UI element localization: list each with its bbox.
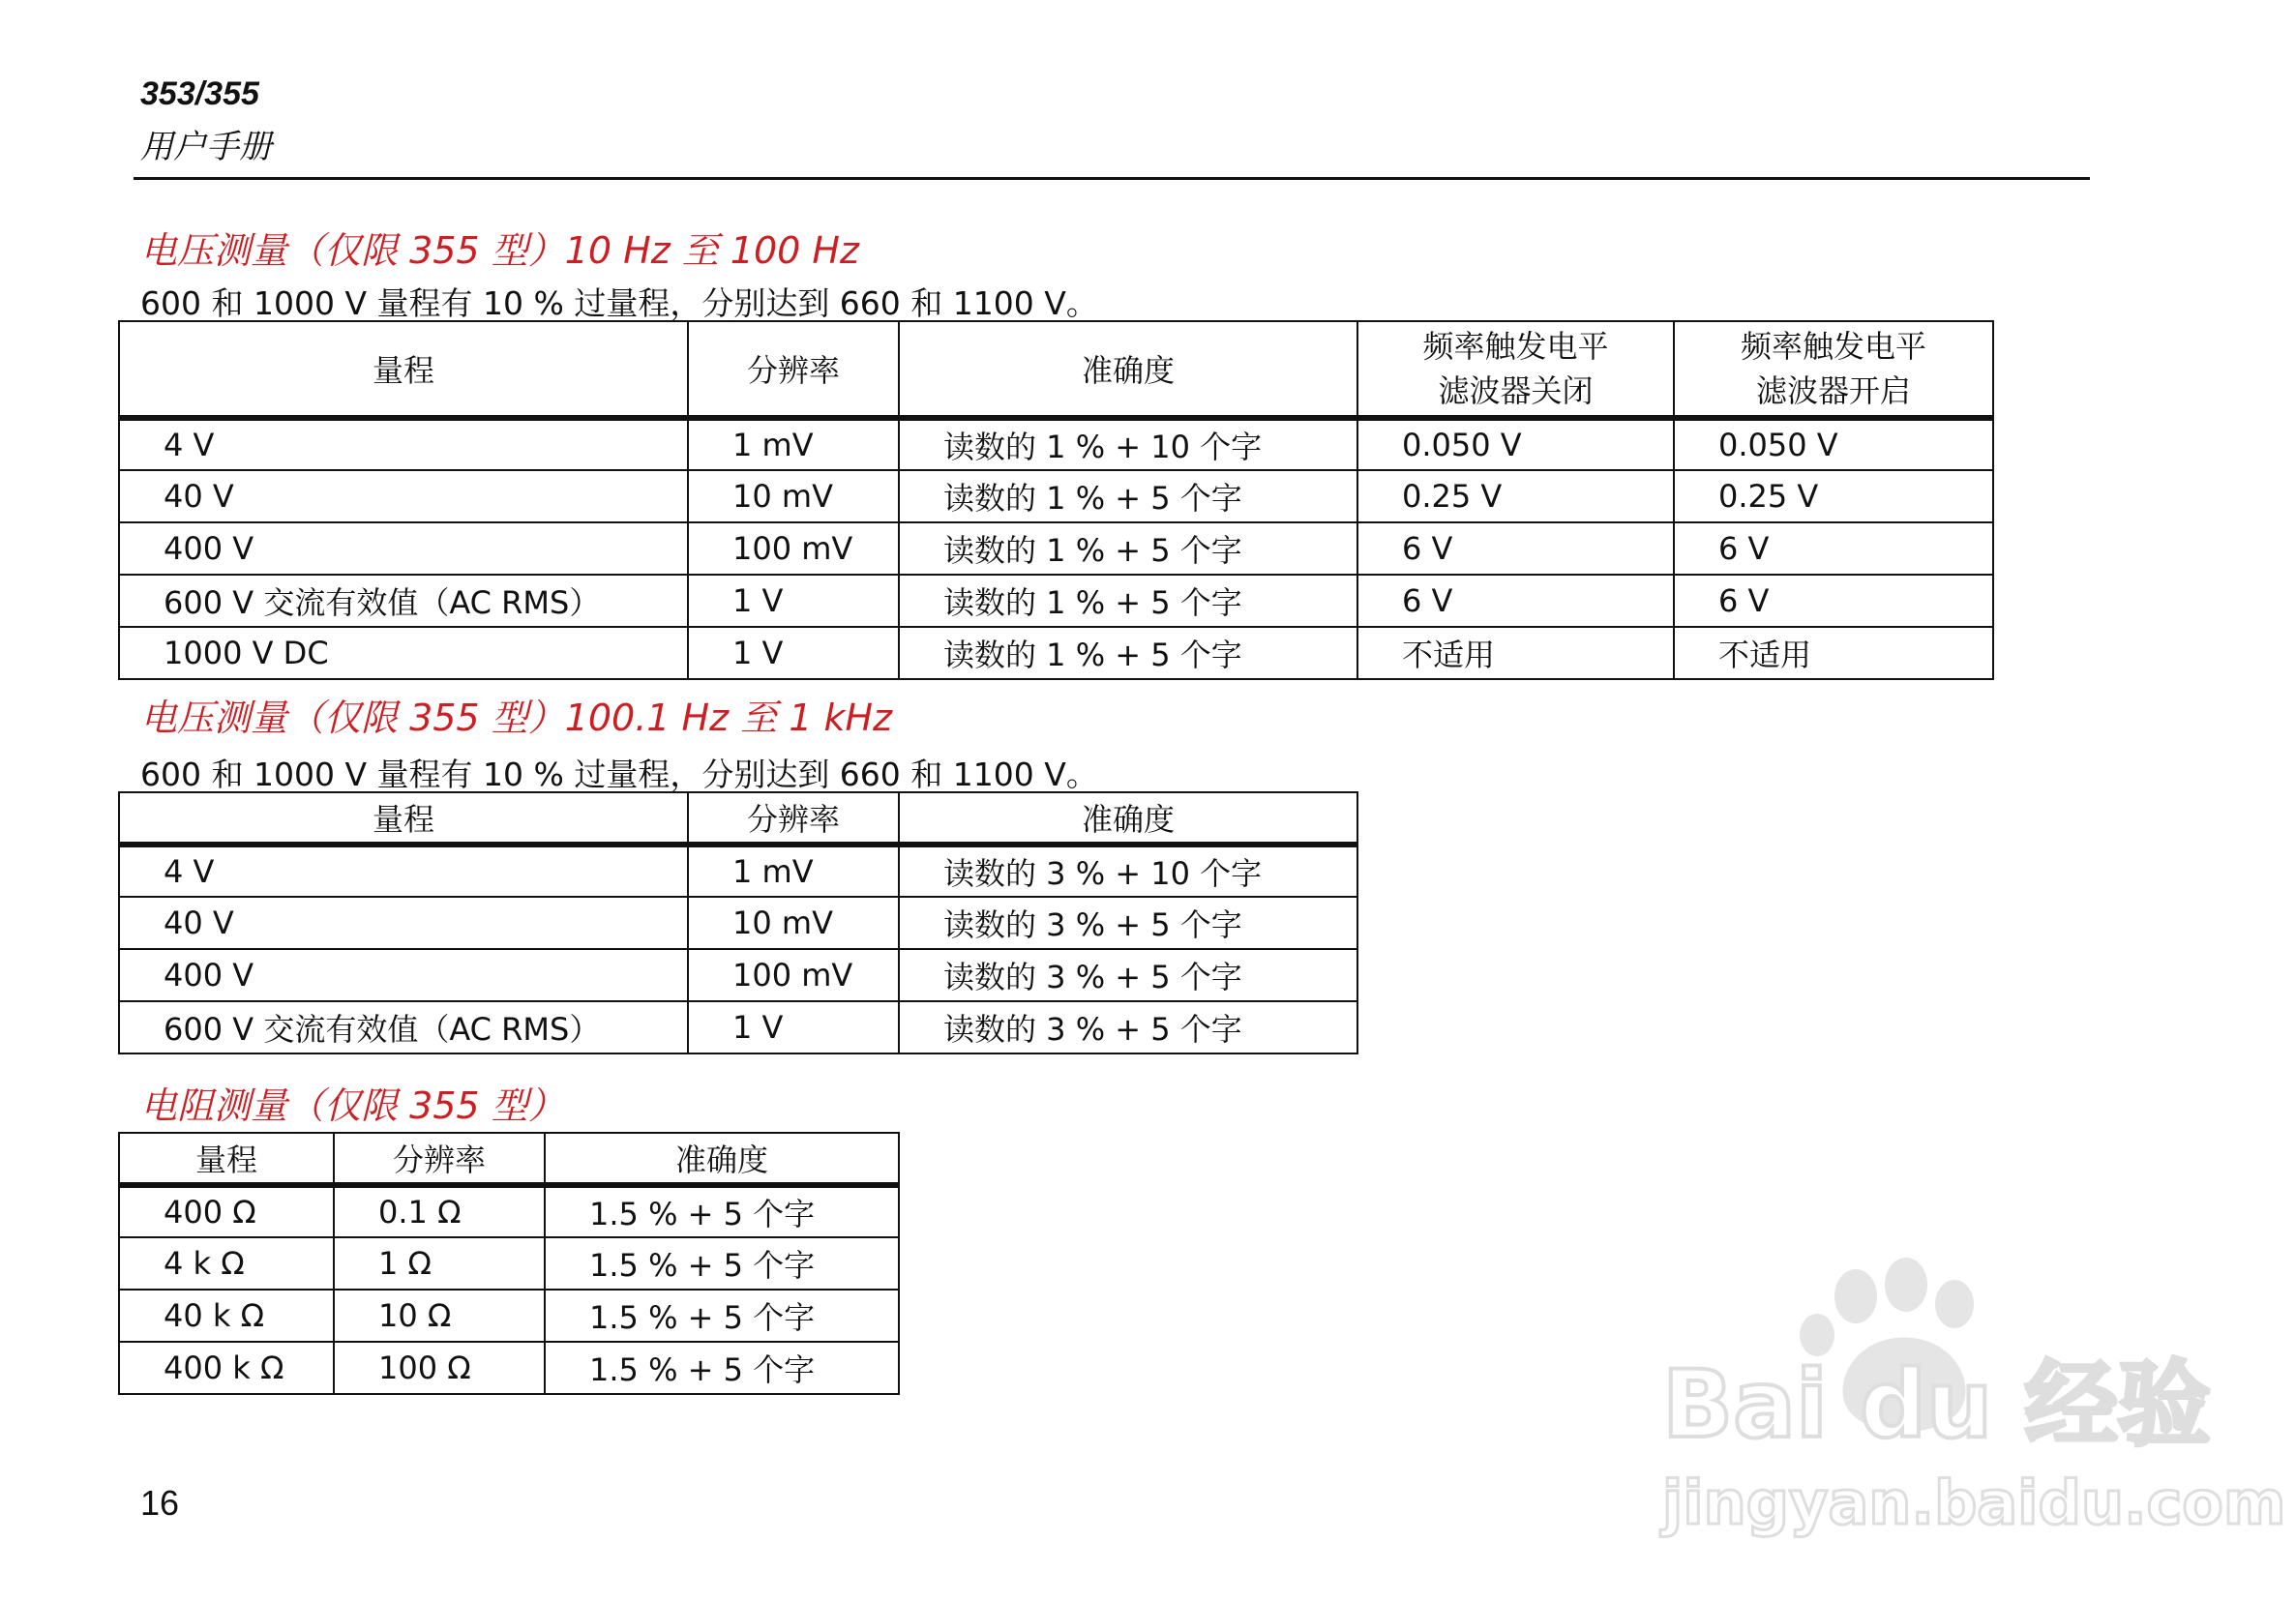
table-cell: 读数的 1 % + 5 个字 bbox=[899, 522, 1357, 575]
watermark-url-text: jingyan.baidu.com bbox=[1662, 1468, 2286, 1538]
watermark-brand-text: Bai du 经验 bbox=[1662, 1350, 2211, 1459]
table-cell: 1 V bbox=[688, 1001, 899, 1053]
table-cell: 10 mV bbox=[688, 897, 899, 949]
col-header-trigger-filter-off bbox=[1357, 321, 1674, 418]
table-row bbox=[119, 845, 1357, 897]
col-header-trigger-filter-on bbox=[1674, 321, 1993, 418]
col-header-line: 频率触发电平 bbox=[1422, 328, 1609, 365]
table-cell: 读数的 3 % + 5 个字 bbox=[899, 897, 1357, 949]
col-header-accuracy: 准确度 bbox=[545, 1133, 899, 1185]
col-header-accuracy: 准确度 bbox=[899, 792, 1357, 845]
col-header-line: 滤波器开启 bbox=[1755, 372, 1911, 409]
table-cell: 600 V 交流有效值（AC RMS） bbox=[119, 575, 688, 627]
table-cell: 0.050 V bbox=[1357, 418, 1674, 470]
table-row bbox=[119, 897, 1357, 949]
table-cell: 1 Ω bbox=[334, 1237, 545, 1290]
table-row bbox=[119, 1185, 899, 1237]
table-cell: 0.25 V bbox=[1357, 470, 1674, 522]
page-number: 16 bbox=[140, 1483, 180, 1523]
section-title-voltage-10-100hz: 电压测量（仅限 355 型）10 Hz 至 100 Hz bbox=[140, 229, 859, 272]
table-cell: 读数的 1 % + 5 个字 bbox=[899, 627, 1357, 679]
col-header-range: 量程 bbox=[119, 792, 688, 845]
table-cell: 10 Ω bbox=[334, 1290, 545, 1342]
table-row bbox=[119, 1001, 1357, 1053]
manual-model: 353/355 bbox=[140, 75, 259, 112]
table-cell: 4 k Ω bbox=[119, 1237, 334, 1290]
table-cell: 6 V bbox=[1674, 575, 1993, 627]
table-cell: 4 V bbox=[119, 418, 688, 470]
table-cell: 400 V bbox=[119, 949, 688, 1001]
table-cell: 读数的 3 % + 10 个字 bbox=[899, 845, 1357, 897]
table-cell: 100 mV bbox=[688, 522, 899, 575]
table-cell: 4 V bbox=[119, 845, 688, 897]
col-header-line: 滤波器关闭 bbox=[1438, 372, 1594, 409]
table-cell: 6 V bbox=[1674, 522, 1993, 575]
table-cell: 0.050 V bbox=[1674, 418, 1993, 470]
voltage-10-100hz-table bbox=[118, 320, 1994, 680]
col-header-accuracy: 准确度 bbox=[899, 321, 1357, 418]
table-cell: 1 mV bbox=[688, 845, 899, 897]
col-header-range: 量程 bbox=[119, 321, 688, 418]
table-row bbox=[119, 418, 1993, 470]
table-cell: 不适用 bbox=[1674, 627, 1993, 679]
table-cell: 读数的 1 % + 5 个字 bbox=[899, 470, 1357, 522]
table-cell: 读数的 1 % + 10 个字 bbox=[899, 418, 1357, 470]
table-cell: 1 V bbox=[688, 575, 899, 627]
col-header-range: 量程 bbox=[119, 1133, 334, 1185]
table-row bbox=[119, 575, 1993, 627]
table-cell: 1.5 % + 5 个字 bbox=[545, 1237, 899, 1290]
table-cell: 400 Ω bbox=[119, 1185, 334, 1237]
section-note-voltage-10-100hz: 600 和 1000 V 量程有 10 % 过量程，分别达到 660 和 1100 V。 bbox=[140, 284, 1098, 322]
table-cell: 10 mV bbox=[688, 470, 899, 522]
table-cell: 1.5 % + 5 个字 bbox=[545, 1290, 899, 1342]
table-cell: 1 mV bbox=[688, 418, 899, 470]
baidu-jingyan-watermark bbox=[1653, 1258, 2286, 1538]
col-header-line: 频率触发电平 bbox=[1740, 328, 1926, 365]
table-cell: 600 V 交流有效值（AC RMS） bbox=[119, 1001, 688, 1053]
table-cell: 400 k Ω bbox=[119, 1342, 334, 1394]
header-rule bbox=[134, 177, 2090, 180]
table-cell: 6 V bbox=[1357, 575, 1674, 627]
table-row bbox=[119, 949, 1357, 1001]
table-row bbox=[119, 522, 1993, 575]
table-cell: 1.5 % + 5 个字 bbox=[545, 1185, 899, 1237]
table-header-row bbox=[119, 321, 1993, 418]
table-cell: 读数的 1 % + 5 个字 bbox=[899, 575, 1357, 627]
table-row bbox=[119, 1342, 899, 1394]
table-header-row bbox=[119, 1133, 899, 1185]
section-title-voltage-100-1khz: 电压测量（仅限 355 型）100.1 Hz 至 1 kHz bbox=[140, 697, 893, 739]
table-cell: 0.25 V bbox=[1674, 470, 1993, 522]
table-cell: 不适用 bbox=[1357, 627, 1674, 679]
table-row bbox=[119, 1290, 899, 1342]
table-header-row bbox=[119, 792, 1357, 845]
table-cell: 400 V bbox=[119, 522, 688, 575]
table-cell: 读数的 3 % + 5 个字 bbox=[899, 1001, 1357, 1053]
table-cell: 1.5 % + 5 个字 bbox=[545, 1342, 899, 1394]
col-header-resolution: 分辨率 bbox=[688, 792, 899, 845]
table-cell: 1 V bbox=[688, 627, 899, 679]
col-header-resolution: 分辨率 bbox=[688, 321, 899, 418]
section-title-resistance: 电阻测量（仅限 355 型） bbox=[140, 1084, 565, 1127]
table-row bbox=[119, 627, 1993, 679]
table-cell: 100 mV bbox=[688, 949, 899, 1001]
table-cell: 100 Ω bbox=[334, 1342, 545, 1394]
table-row bbox=[119, 1237, 899, 1290]
table-cell: 40 V bbox=[119, 470, 688, 522]
voltage-100-1khz-table bbox=[118, 791, 1358, 1054]
col-header-resolution: 分辨率 bbox=[334, 1133, 545, 1185]
table-row bbox=[119, 470, 1993, 522]
table-cell: 1000 V DC bbox=[119, 627, 688, 679]
resistance-table bbox=[118, 1132, 900, 1395]
table-cell: 6 V bbox=[1357, 522, 1674, 575]
manual-subtitle: 用户手册 bbox=[140, 128, 272, 166]
table-cell: 40 k Ω bbox=[119, 1290, 334, 1342]
table-cell: 40 V bbox=[119, 897, 688, 949]
table-cell: 0.1 Ω bbox=[334, 1185, 545, 1237]
section-note-voltage-100-1khz: 600 和 1000 V 量程有 10 % 过量程，分别达到 660 和 1100 V。 bbox=[140, 756, 1098, 793]
table-cell: 读数的 3 % + 5 个字 bbox=[899, 949, 1357, 1001]
